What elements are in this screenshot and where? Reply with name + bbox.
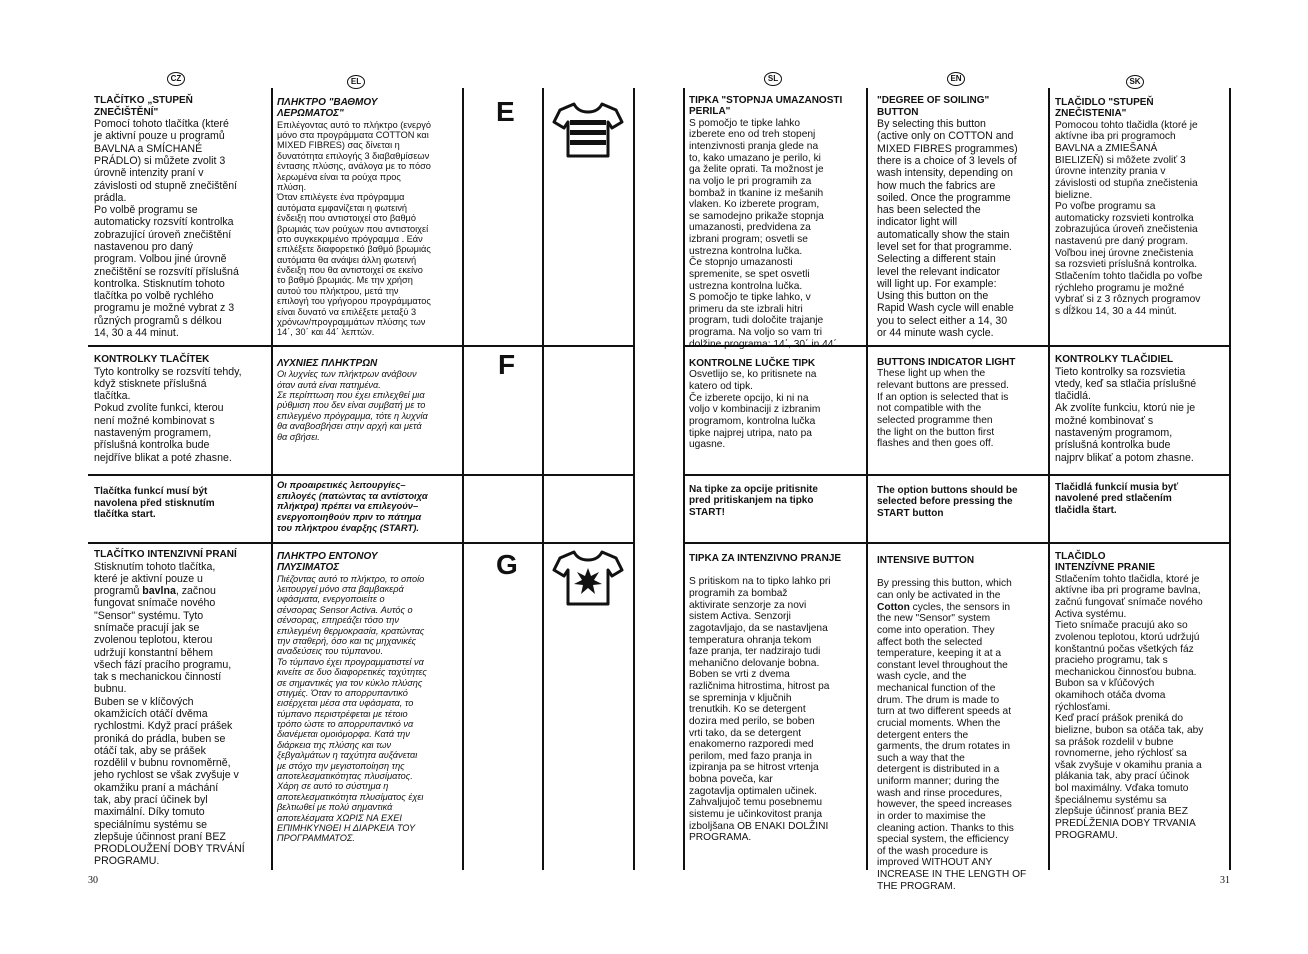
en-soil-section [877,95,1047,340]
divider [462,88,464,870]
sl-note: Na tipke za opcije pritisnite pred pritiskanjem na tipko START! [689,484,818,518]
en-intensive-section [877,555,1047,892]
cz-lights-section [94,354,269,470]
divider [683,474,1231,476]
en-note: The option buttons should be selected before pressing the START button [877,485,1018,519]
cz-note-section [94,486,269,536]
cz-intensive-title: TLAČÍTKO INTENZIVNÍ PRANÍ [94,549,237,560]
divider [88,542,634,544]
cz-note: Tlačítka funkcí musí být navolena před stisknutím tlačítka start. [94,486,215,521]
sk-lights-title: KONTROLKY TLAČIDIEL [1055,354,1174,365]
sk-note-section [1055,482,1227,532]
el-intensive-body: Πιέζοντας αυτό το πλήκτρο, το οποίο λειτουργεί μόνο στα βαμβακερά υφάσματα, ενεργοποιείτε ο σένσορας Sensor Activa. Αυτός ο σένσορας, επηρεάζει τόσο την επιλεγμένη θερμοκρασία, κρατώντας την σταθερή, όσο και τις μηχανικές αναδεύσεις του τύμπανου. Το τύμπανο έχει προγραμματιστεί να κινείτε σε δυο διαφορετικές ταχύτητες σε σημαντικές για τον κύκλο πλύσης στιγμές. Όταν το απορρυπαντικό εισέρχεται μέσα στα υφάσματα, το τύμπανο περιστρέφεται με τέτοιο τρόπο ώστε το απορρυπαντικό να διανέμεται ομοιόμορφα. Κατά την διάρκεια της πλύσης και των ξεβγαλμάτων η ταχύτητα αυξάνεται με στόχο την μεγιστοποίηση της αποτελεσματικότητας πλυσίματος. Χάρη σε αυτό το σύστημα η αποτελεσματικότητα πλυσίματος έχει βελτιωθεί με πολύ σημαντικά αποτελέσματα ΧΩΡΙΣ ΝΑ ΕΧΕΙ ΕΠΙΜΗΚΥΝΘΕΙ Η ΔΙΑΡΚΕΙΑ ΤΟΥ ΠΡΟΓΡΑΜΜΑΤΟΣ. [277,573,427,844]
divider [542,88,544,870]
divider [633,88,635,870]
el-intensive-title: ΠΛΗΚΤΡΟ ΕΝΤΟΝΟΥ ΠΛΥΣΙΜΑΤΟΣ [277,551,378,574]
page-number-right: 31 [1220,875,1230,886]
sk-intensive-title: TLAČIDLO INTENZÍVNE PRANIE [1055,551,1156,574]
sl-intensive-body: S pritiskom na to tipko lahko pri programih za bombaž aktivirate senzorje za novi sistem Activa. Senzorji zagotavljajo, da se nastavljena temperatura ohranja tekom faze pranja, ter nadzirajo tudi mehanično delovanje bobna. Boben se vrti z dvema različnima hitrostima, hitrost pa se spreminja v ključnih trenutkih. Ko se detergent dozira med perilo, se boben vrti tako, da se detergent enakomerno razporedi med perilom, med fazo pranja in izpiranja pa se hitrost vrtenja bobna poveča, kar zagotavlja optimalen učinek. Zahvaljujoč temu posebnemu sistemu je učinkovitost pranja izboljšana OB ENAKI DOLŽINI PROGRAMA. [689,576,831,844]
el-lights-section [277,358,460,470]
divider [1229,88,1231,870]
cz-intensive-section [94,549,269,869]
shirt-stain-icon [552,548,624,608]
cz-soil-body: Pomocí tohoto tlačítka (které je aktivní pouze u programů BAVLNA a SMÍCHANÉ PRÁDLO) si můžete zvolit 3 úrovně intenzity praní v závislosti od stupně znečištění prádla. Po volbě programu se automaticky rozsvítí kontrolka zobrazující úroveň znečištění nastavenou pro daný program. Volbou jiné úrovně znečištění se rozsvítí příslušná kontrolka. Stisknutím tohoto tlačítka po volbě rychlého programu je možné vybrat z 3 různých programů s délkou 14, 30 a 44 minut. [94,118,239,339]
en-intensive-body: By pressing this button, which can only be activated in the Cotton cycles, the sensors in the new "Sensor" system come into operation. They affect both the selected temperature, keeping it at a constant level throughout the wash cycle, and the mechanical function of the drum. The drum is made to turn at two different speeds at crucial moments. When the detergent enters the garments, the drum rotates in such a way that the detergent is distributed in a uniform manner; during the wash and rinse procedures, however, the speed increases in order to maximise the cleaning action. Thanks to this special system, the efficiency of the wash procedure is improved WITHOUT ANY INCREASE IN THE LENGTH OF THE PROGRAM. [877,578,1027,892]
sl-intensive-section [689,553,864,869]
en-intensive-title: INTENSIVE BUTTON [877,555,975,566]
en-soil-body: By selecting this button (active only on COTTON and MIXED FIBRES programmes) there is a choice of 3 levels of wash intensity, depending on how much the fabrics are soiled. Once the programme has been selected the indicator light will automatically show the stain level set for that programme. Selecting a different stain level the relevant indicator will light up. For example: Using this button on the Rapid Wash cycle will enable you to select either a 14, 30 or 44 minute wash cycle. [877,118,1018,339]
en-lights-body: These light up when the relevant buttons are pressed. If an option is selected that is not compatible with the selected programme then the light on the button first flashes and then goes off. [877,368,1009,450]
en-lights-section [877,357,1047,470]
sk-lights-section [1055,354,1227,470]
cz-soil-title: TLAČÍTKO „STUPEŇ ZNEČIŠTĚNÍ" [94,95,193,118]
cz-intensive-body: Stisknutím tohoto tlačítka, které je aktivní pouze u programů bavlna, začnou fungovat snímače nového "Sensor" systému. Tyto snímače pracují jak se zvolenou teplotou, kterou udržují konstantní během všech fází pracího programu, tak s mechanickou činností bubnu. Buben se v klíčových okamžicích otáčí dvěma rychlostmi. Když prací prášek proniká do prádla, buben se otáčí tak, aby se prášek rozdělil v bubnu rovnoměrně, jeho rychlost se však zvyšuje v okamžiku praní a máchání tak, aby prací účinek byl maximální. Díky tomuto speciálnímu systému se zlepšuje účinnost praní BEZ PRODLOUŽENÍ DOBY TRVÁNÍ PROGRAMU. [94,560,245,868]
el-soil-body: Επιλέγοντας αυτό το πλήκτρο (ενεργό μόνο στα προγράμματα COTTON και MIXED FIBRES) σας δίνεται η δυνατότητα επιλογής 3 διαβαθμίσεων έντασης πλύσης, ανάλογα με το πόσο λερωμένα είναι τα ρούχα προς πλύση. Όταν επιλέγετε ένα πρόγραμμα αυτόματα εμφανίζεται η φωτεινή ένδειξη που αντιστοιχεί στο βαθμό βρωμιάς των ρούχων που αντιστοιχεί στο συγκεκριμένο πρόγραμμα . Εάν επιλέξετε διαφορετικό βαθμό βρωμιάς αυτόματα θα ανάψει άλλη φωτεινή ένδειξη που θα αντιστοιχεί σε εκείνο το βαθμό βρωμιάς. Με την χρήση αυτού του πλήκτρου, μετά την επιλογή του γρήγορου προγράμματος είναι δυνατό να επιλέξετε μεταξύ 3 χρόνων/προγραμμάτων πλύσης των 14΄, 30΄ και 44΄ λεπτών. [277,119,432,338]
cz-soil-section [94,95,269,340]
sk-intensive-section [1055,551,1227,869]
en-lights-title: BUTTONS INDICATOR LIGHT [877,357,1016,368]
divider [271,88,273,870]
el-intensive-section [277,551,460,869]
sk-soil-section [1055,97,1227,342]
lang-badge-sl: SL [764,72,782,86]
el-lights-body: Οι λυχνίες των πλήκτρων ανάβουν όταν αυτά είναι πατημένα. Σε περίπτωση που έχει επιλεχθεί μια ρύθμιση που δεν είναι συμβατή με το επιλεγμένο πρόγραμμα, τότε η λυχνία θα αναβοσβήσει στην αρχή και μετά θα σβήσει. [277,369,428,442]
cz-lights-body: Tyto kontrolky se rozsvítí tehdy, když stisknete příslušná tlačítka. Pokud zvolíte funkci, kterou není možné kombinovat s nastaveným programem, příslušná kontrolka bude nejdříve blikat a poté zhasne. [94,365,242,464]
section-letter-f: F [498,349,516,380]
sl-lights-body: Osvetlijo se, ko pritisnete na katero od tipk. Če izberete opcijo, ki ni na voljo v kombinaciji z izbranim programom, kontrolna lučka tipke najprej utripa, nato pa ugasne. [689,369,821,451]
divider [683,542,1231,544]
sl-intensive-title: TIPKA ZA INTENZIVNO PRANJE [689,553,842,564]
el-soil-title: ΠΛΗΚΤΡΟ "ΒΑΘΜΟΥ ΛΕΡΩΜΑΤΟΣ" [277,97,378,120]
divider [88,474,634,476]
el-note: Οι προαιρετικές λειτουργίες– επιλογές (πατώντας τα αντίστοιχα πλήκτρα) πρέπει να επιλεγούν– ενεργοποιηθούν πριν το πάτημα του πλήκτρου έναρξης (START). [277,479,428,533]
sk-intensive-body: Stlačením tohto tlačidla, ktoré je aktívne iba pri programe bavlna, začnú fungovať snímače nového Activa systému. Tieto snímače pracujú ako so zvolenou teplotou, ktorú udržujú konštantnú počas všetkých fáz pracieho programu, tak s mechanickou činnosťou bubna. Bubon sa v kľúčových okamihoch otáča dvoma rýchlosťami. Keď prací prášok preniká do bielizne, bubon sa otáča tak, aby sa prášok rozdelil v bubne rovnomerne, jeho rýchlosť sa však zvyšuje v okamihu prania a plákania tak, aby prací účinok bol maximálny. Vďaka tomuto špeciálnemu systému sa zlepšuje účinnosť prania BEZ PREDĹŽENIA DOBY TRVANIA PROGRAMU. [1055,573,1204,841]
sk-soil-body: Pomocou tohto tlačidla (ktoré je aktívne iba pri programoch BAVLNA a ZMIEŠANÁ BIELIZEŇ) si môžete zvoliť 3 úrovne intenzity prania v závislosti od stupňa znečistenia bielizne. Po voľbe programu sa automaticky rozsvieti kontrolka zobrazujúca úroveň znečistenia nastavenú pre daný program. Voľbou inej úrovne znečistenia sa rozsvieti príslušná kontrolka. Stlačením tohto tlačidla po voľbe rýchleho programu je možné vybrať si z 3 rôznych programov s dĺžkou 14, 30 a 44 minút. [1055,119,1203,317]
section-letter-g: G [496,549,518,580]
lang-badge-el: EL [347,75,365,89]
sk-note: Tlačidlá funkcií musia byť navolené pred stlačením tlačidla štart. [1055,482,1179,516]
sk-soil-title: TLAČIDLO "STUPEŇ ZNEČISTENIA" [1055,97,1154,120]
sl-soil-title: TIPKA "STOPNJA UMAZANOSTI PERILA" [689,95,843,118]
page-number-left: 30 [88,875,98,886]
sl-lights-title: KONTROLNE LUČKE TIPK [689,358,816,369]
el-lights-title: ΛΥΧΝΙΕΣ ΠΛΗΚΤΡΩΝ [277,358,378,369]
sk-lights-body: Tieto kontrolky sa rozsvietia vtedy, keď sa stlačia príslušné tlačidlá. Ak zvolíte funkciu, ktorú nie je možné kombinovať s nastaveným programom, príslušná kontrolka bude najprv blikať a potom zhasne. [1055,365,1197,464]
section-letter-e: E [496,96,515,127]
lang-badge-en: EN [947,72,965,86]
el-soil-section [277,97,460,342]
en-note-section [877,485,1047,535]
divider [683,88,685,870]
divider [866,88,868,870]
divider [88,345,634,347]
divider [1048,88,1050,870]
cz-lights-title: KONTROLKY TLAČÍTEK [94,354,210,365]
shirt-striped-icon [552,100,624,160]
lang-badge-cz: CZ [167,72,185,86]
sl-note-section [689,484,864,534]
sl-lights-section [689,358,864,470]
en-soil-title: "DEGREE OF SOILING" BUTTON [877,95,990,118]
sl-soil-section [689,95,864,350]
sl-soil-body: S pomočjo te tipke lahko izberete eno od treh stopenj intenzivnosti pranja glede na to, kako umazano je perilo, ki ga želite oprati. Ta možnost je na voljo le pri programih za bombaž in tkanine iz mešanih vlaken. Ko izberete program, se samodejno prikaže stopnja umazanosti, predvidena za izbrani program; osvetli se ustrezna kontrolna lučka. Če stopnjo umazanosti spremenite, se spet osvetli ustrezna kontrolna lučka. S pomočjo te tipke lahko, v primeru da ste izbrali hitri program, tudi določite trajanje programa. Na voljo so vam tri dolžine programa: 14΄, 30΄ in 44΄. [689,117,840,350]
el-note-section [277,480,460,540]
lang-badge-sk: SK [1126,75,1144,89]
